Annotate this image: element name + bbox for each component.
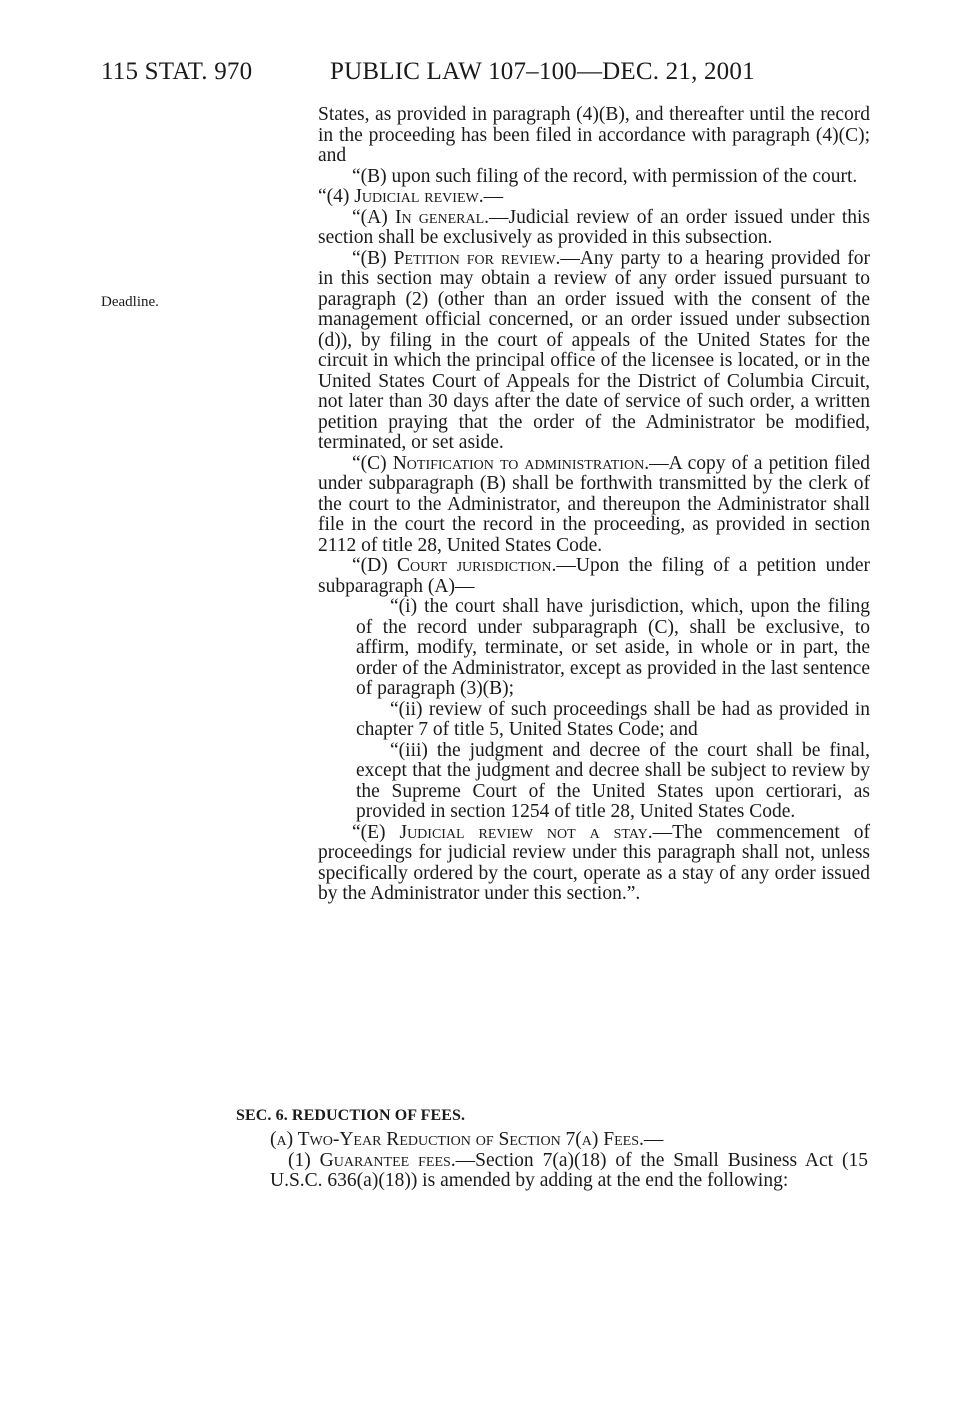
clause-i: “(i) the court shall have jurisdiction, which, upon the filing of the record under subparagraph (C), shall be exclusive, to affirm, modify, terminate, or set aside, in whole or in part, the order of the Administrator, except as provided in the last sentence of paragraph (3)(B);	[356, 596, 870, 699]
clause-ii: “(ii) review of such proceedings shall be had as provided in chapter 7 of title 5, United States Code; and	[356, 698, 870, 740]
subparagraph-e	[318, 823, 870, 905]
subparagraph-b-text: —Any party to a hearing provided for in this section may obtain a review of any order issued pursuant to paragraph (2) (other than an order issued with the consent of the management official concerned, or an order issued under subsection (d)), by filing in the court of appeals of the United States for the circuit in which the principal office of the licensee is located, or in the United States Court of Appeals for the District of Columbia Circuit, not later than 30 days after the date of service of such order, a written petition praying that the order of the Administrator be modified, terminated, or set aside.	[318, 247, 871, 453]
page-header-title: PUBLIC LAW 107–100—DEC. 21, 2001	[330, 58, 755, 85]
page-header-left: 115 STAT. 970	[101, 58, 253, 85]
section-paragraph-1-heading: (1) Guarantee fees.	[288, 1149, 456, 1171]
subparagraph-a-heading: “(A) In general.	[352, 206, 490, 228]
section-paragraph-1	[270, 1151, 868, 1192]
section-heading: SEC. 6. REDUCTION OF FEES.	[236, 1107, 466, 1124]
section-body	[270, 1130, 868, 1192]
subparagraph-e-heading: “(E) Judicial review not a stay.	[352, 821, 653, 843]
subparagraph-b	[318, 249, 870, 454]
subparagraph-d-heading: “(D) Court jurisdiction.	[352, 555, 557, 576]
subparagraph-a-text: —Judicial review of an order issued under this section shall be exclusively as provided in this subsection.	[318, 206, 870, 248]
paragraph-continuation: States, as provided in paragraph (4)(B), and thereafter until the record in the proceeding has been filed in accordance with paragraph (4)(C); and	[318, 104, 870, 166]
section-paragraph-1-text: —Section 7(a)(18) of the Small Business Act (15 U.S.C. 636(a)(18)) is amended by adding at the end the following:	[270, 1149, 868, 1191]
subparagraph-b-heading: “(B) Petition for review.	[352, 247, 561, 269]
paragraph-4-heading: “(4) Judicial review.—	[318, 186, 504, 207]
subparagraph-a	[318, 208, 870, 249]
subparagraph-b-filing: “(B) upon such filing of the record, with permission of the court.	[352, 165, 858, 187]
subparagraph-e-text: —The commencement of proceedings for judicial review under this paragraph shall not, unless specifically ordered by the court, operate as a stay of any order issued by the Administrator under this section.”.	[318, 821, 870, 904]
margin-note-deadline: Deadline.	[101, 294, 159, 310]
subparagraph-d-text: —Upon the filing of a petition under subparagraph (A)—	[318, 555, 871, 597]
subparagraph-c	[318, 454, 870, 557]
clause-iii: “(iii) the judgment and decree of the court shall be final, except that the judgment and decree shall be subject to review by the Supreme Court of the United States upon certiorari, as provided in section 1254 of title 28, United States Code.	[356, 739, 870, 822]
subparagraph-c-text: —A copy of a petition filed under subparagraph (B) shall be forthwith transmitted by the clerk of the court to the Administrator, and thereupon the Administrator shall file in the court the record in the proceeding, as provided in section 2112 of title 28, United States Code.	[318, 452, 870, 556]
subsection-a-heading: (a) Two-Year Reduction of Section 7(a) Fees.—	[270, 1129, 664, 1150]
subparagraph-d	[318, 556, 870, 597]
body-text	[318, 105, 870, 905]
subparagraph-c-heading: “(C) Notification to administration.	[352, 452, 650, 474]
